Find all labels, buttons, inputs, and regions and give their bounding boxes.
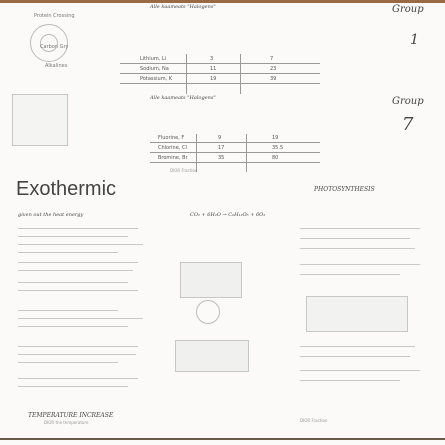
left-label-1: Carbon Gry (40, 44, 69, 50)
left-label-0: Protein Crossing (34, 13, 75, 19)
table-cell-val: 35.5 (272, 145, 284, 151)
table1-rule-0 (120, 63, 320, 64)
table-row: Fluorine, F (158, 135, 185, 141)
bottom-right-label: DIOR Fraction (300, 418, 328, 423)
faint-note-line (18, 378, 138, 379)
temperature-title: TEMPERATURE INCREASE (28, 412, 114, 419)
faint-note-line (300, 274, 400, 275)
table2-rule-2 (150, 162, 320, 163)
table-row: Sodium, Na (140, 66, 169, 72)
reaction-diagram (180, 262, 242, 298)
table-cell-num: 19 (210, 76, 217, 82)
table-row: Potassium, K (140, 76, 173, 82)
faint-note-line (18, 310, 118, 311)
photosynthesis-equation: CO₂ + 6H₂O → C₆H₁₂O₆ + 6O₂ (190, 212, 266, 218)
temperature-subtitle: DIOR the temperature (44, 420, 89, 425)
flask-icon (196, 300, 220, 324)
group1-number: 1 (410, 32, 419, 48)
exothermic-note: given out the heat energy (18, 212, 84, 218)
faint-note-line (18, 244, 143, 245)
faint-note-line (300, 238, 410, 239)
table-cell-val: 23 (270, 66, 277, 72)
photosynthesis-title: PHOTOSYNTHESIS (314, 186, 375, 193)
faint-note-line (300, 228, 420, 229)
faint-note-line (18, 362, 118, 363)
faint-note-line (18, 290, 138, 291)
table-cell-num: 3 (210, 56, 214, 62)
table2-rule-0 (150, 142, 320, 143)
halogen-picture (12, 94, 68, 146)
table1-col-1 (240, 54, 241, 94)
faint-note-line (300, 264, 420, 265)
group7-label: Group (392, 96, 424, 107)
faint-note-line (18, 326, 128, 327)
faint-note-line (300, 380, 400, 381)
group1-header: Alle kaameats "Halogens" (150, 4, 216, 10)
table1-rule-1 (120, 73, 320, 74)
table1-rule-2 (120, 83, 320, 84)
top-border (0, 0, 445, 3)
faint-note-line (18, 262, 138, 263)
table2-col-0 (196, 134, 197, 172)
faint-note-line (18, 318, 143, 319)
faint-note-line (300, 370, 420, 371)
exothermic-title: Exothermic (16, 178, 117, 200)
table-cell-num: 17 (218, 145, 225, 151)
group7-header: Alle kaameats "Halogens" (150, 95, 216, 101)
faint-note-line (18, 354, 136, 355)
group7-footnote: DIOR Fraction (170, 168, 198, 173)
faint-note-line (300, 356, 410, 357)
bottom-border (0, 438, 445, 440)
faint-note-line (18, 236, 128, 237)
faint-note-line (300, 248, 415, 249)
table-row: Bromine, Br (158, 155, 188, 161)
faint-note-line (18, 228, 138, 229)
table2-rule-1 (150, 152, 320, 153)
table-cell-num: 35 (218, 155, 225, 161)
table-cell-val: 39 (270, 76, 277, 82)
faint-note-line (18, 386, 128, 387)
faint-note-line (18, 270, 133, 271)
faint-note-line (18, 282, 128, 283)
table-cell-val: 7 (270, 56, 274, 62)
group1-label: Group (392, 4, 424, 15)
lab-diagram (175, 340, 249, 372)
table-row: Lithium, Li (140, 56, 167, 62)
table1-col-0 (186, 54, 187, 94)
table2-col-1 (246, 134, 247, 172)
group7-number: 7 (402, 114, 414, 135)
left-label-2: Alkalines (45, 63, 68, 69)
side-sketch (306, 296, 408, 332)
table-cell-val: 19 (272, 135, 279, 141)
table-cell-val: 80 (272, 155, 279, 161)
faint-note-line (300, 346, 415, 347)
faint-note-line (18, 346, 138, 347)
faint-note-line (18, 252, 118, 253)
table-cell-num: 11 (210, 66, 217, 72)
table-cell-num: 9 (218, 135, 222, 141)
table-row: Chlorine, Cl (158, 145, 187, 151)
